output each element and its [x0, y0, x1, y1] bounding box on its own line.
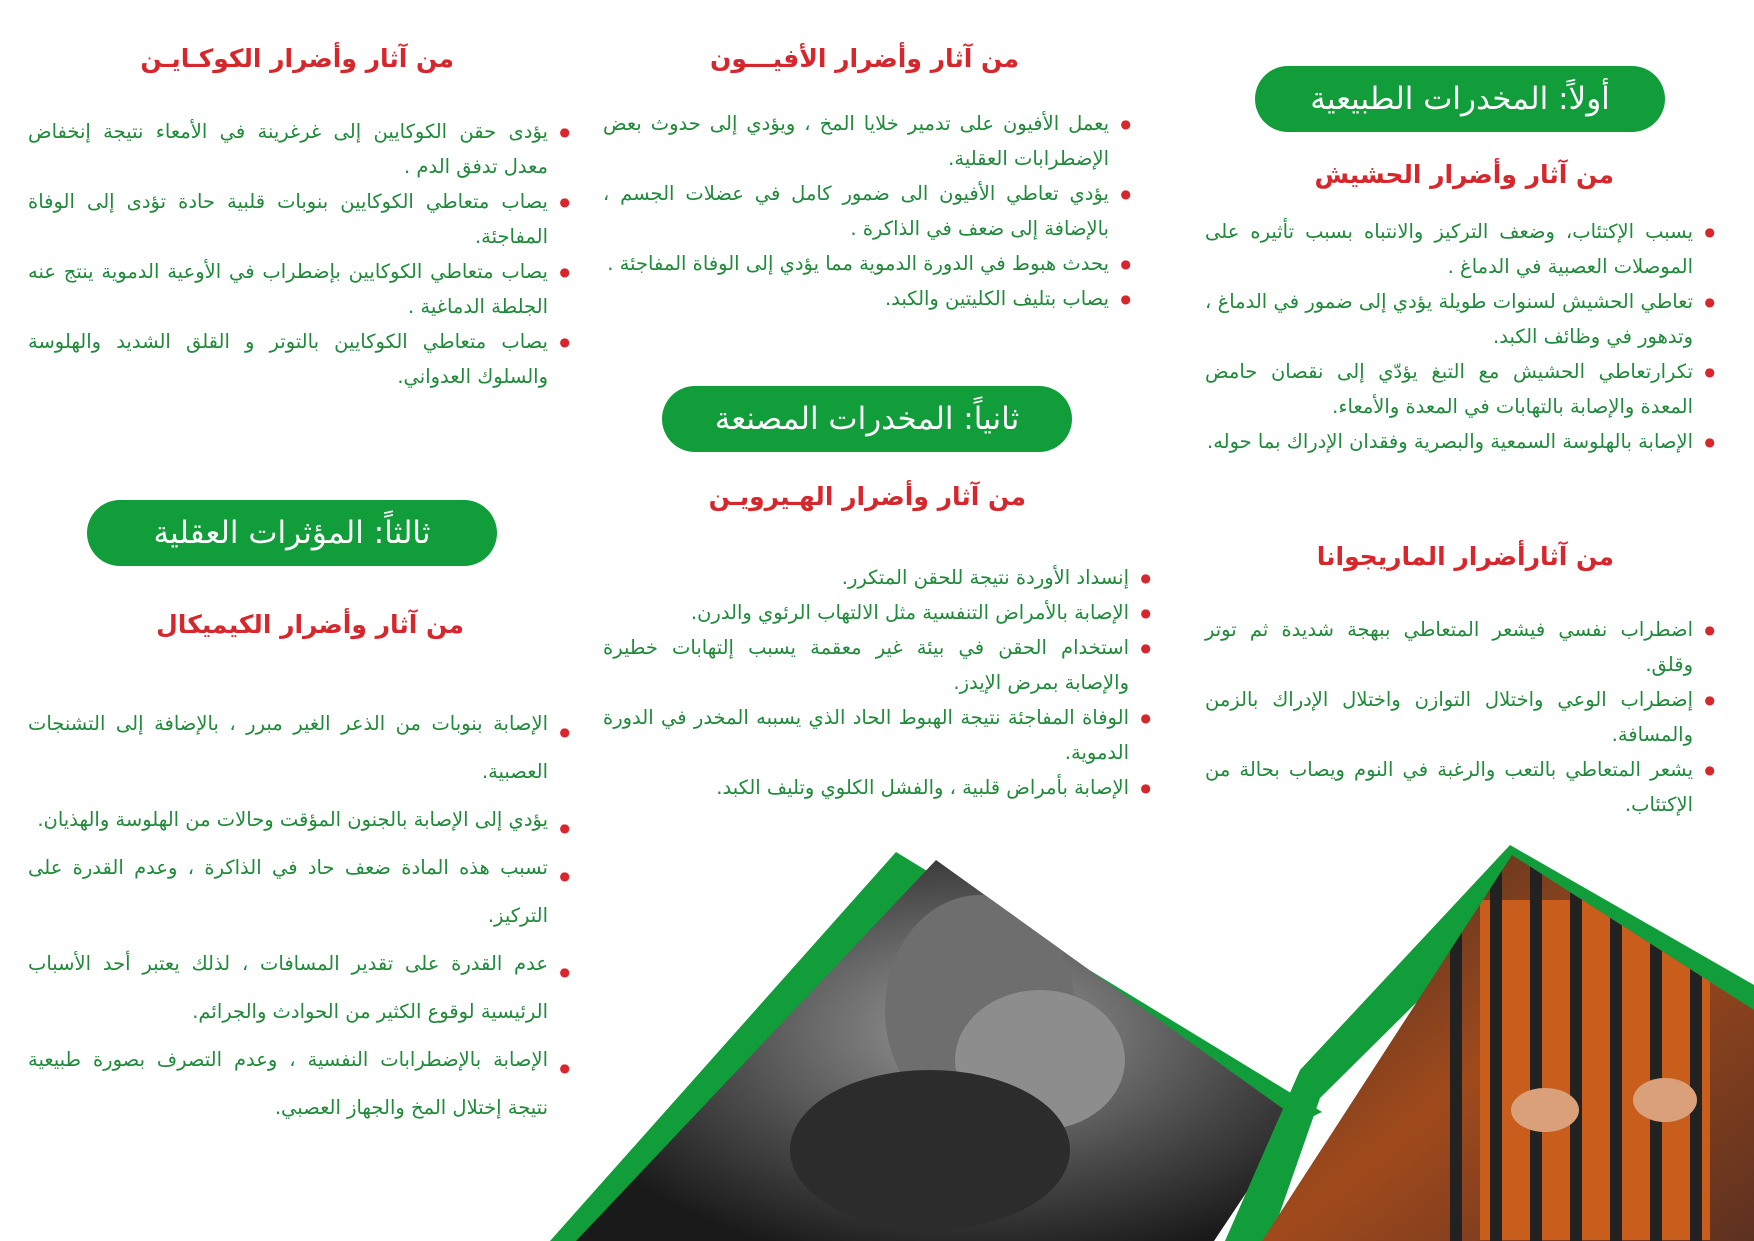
list-item: ● تسبب هذه المادة ضعف حاد في الذاكرة ، وعدم القدرة على التركيز. [28, 844, 570, 940]
list-item: ● تكرارتعاطي الحشيش مع التبغ يؤدّي إلى نقصان حامض المعدة والإصابة بالتهابات في المعدة والأمعاء. [1205, 354, 1715, 424]
heading-cocaine: من آثار وأضرار الكوكـايـن [140, 44, 454, 73]
heading-marijuana: من آثارأضرار الماريجوانا [1316, 542, 1614, 571]
list-item: ● يسبب الإكتئاب، وضعف التركيز والانتباه بسبب تأثيره على الموصلات العصبية في الدماغ . [1205, 214, 1715, 284]
list-item: ● يصاب بتليف الكليتين والكبد. [603, 281, 1131, 316]
list-item: ● الإصابة بالأمراض التنفسية مثل الالتهاب الرئوي والدرن. [603, 595, 1151, 630]
list-item: ● الإصابة بالإضطرابات النفسية ، وعدم التصرف بصورة طبيعية نتيجة إختلال المخ والجهاز العصبي. [28, 1036, 570, 1132]
list-item: ● يعمل الأفيون على تدمير خلايا المخ ، ويؤدي إلى حدوث بعض الإضطرابات العقلية. [603, 106, 1131, 176]
list-item: ● الإصابة بنوبات من الذعر الغير مبرر ، بالإضافة إلى التشنجات العصبية. [28, 700, 570, 796]
section-title-synthetic-drugs: ثانياً: المخدرات المصنعة [662, 386, 1072, 452]
list-item: ● إضطراب الوعي واختلال التوازن واختلال الإدراك بالزمن والمسافة. [1205, 682, 1715, 752]
section-title-psychoactive: ثالثاً: المؤثرات العقلية [87, 500, 497, 566]
list-hashish [1205, 214, 1715, 459]
section-title-natural-drugs: أولاً: المخدرات الطبيعية [1255, 66, 1665, 132]
list-item: ● الوفاة المفاجئة نتيجة الهبوط الحاد الذي يسببه المخدر في الدورة الدموية. [603, 700, 1151, 770]
list-item: ● الإصابة بأمراض قلبية ، والفشل الكلوي وتليف الكبد. [603, 770, 1151, 805]
list-item: ● إنسداد الأوردة نتيجة للحقن المتكرر. [603, 560, 1151, 595]
list-item: ● اضطراب نفسي فيشعر المتعاطي ببهجة شديدة ثم توتر وقلق. [1205, 612, 1715, 682]
list-item: ● يصاب متعاطي الكوكايين بنوبات قلبية حادة تؤدى إلى الوفاة المفاجئة. [28, 184, 570, 254]
heading-opium: من آثار وأضرار الأفيـــون [709, 44, 1019, 73]
list-item: ● استخدام الحقن في بيئة غير معقمة يسبب إلتهابات خطيرة والإصابة بمرض الإيدز. [603, 630, 1151, 700]
heading-chemical: من آثار وأضرار الكيميكال [156, 610, 464, 639]
list-item: ● يشعر المتعاطي بالتعب والرغبة في النوم ويصاب بحالة من الإكتئاب. [1205, 752, 1715, 822]
list-item: ● يؤدي إلى الإصابة بالجنون المؤقت وحالات من الهلوسة والهذيان. [28, 796, 570, 844]
list-item: ● تعاطي الحشيش لسنوات طويلة يؤدي إلى ضمور في الدماغ ، وتدهور في وظائف الكبد. [1205, 284, 1715, 354]
list-item: ● يحدث هبوط في الدورة الدموية مما يؤدي إلى الوفاة المفاجئة . [603, 246, 1131, 281]
list-item: ● الإصابة بالهلوسة السمعية والبصرية وفقدان الإدراك بما حوله. [1205, 424, 1715, 459]
list-item: ● عدم القدرة على تقدير المسافات ، لذلك يعتبر أحد الأسباب الرئيسية لوقوع الكثير من الحوادث والجرائم. [28, 940, 570, 1036]
heading-heroin: من آثار وأضرار الهـيرويـن [708, 482, 1026, 511]
heading-hashish: من آثار وأضرار الحشيش [1314, 160, 1614, 189]
list-item: ● يصاب متعاطي الكوكايين بالتوتر و القلق الشديد والهلوسة والسلوك العدواني. [28, 324, 570, 394]
list-item: ● يؤدى حقن الكوكايين إلى غرغرينة في الأمعاء نتيجة إنخفاض معدل تدفق الدم . [28, 114, 570, 184]
list-heroin [603, 560, 1151, 805]
list-opium [603, 106, 1131, 316]
list-marijuana [1205, 612, 1715, 822]
list-chemical [28, 700, 570, 1132]
list-cocaine [28, 114, 570, 394]
list-item: ● يؤدي تعاطي الأفيون الى ضمور كامل في عضلات الجسم ، بالإضافة إلى ضعف في الذاكرة . [603, 176, 1131, 246]
list-item: ● يصاب متعاطي الكوكايين بإضطراب في الأوعية الدموية ينتج عنه الجلطة الدماغية . [28, 254, 570, 324]
